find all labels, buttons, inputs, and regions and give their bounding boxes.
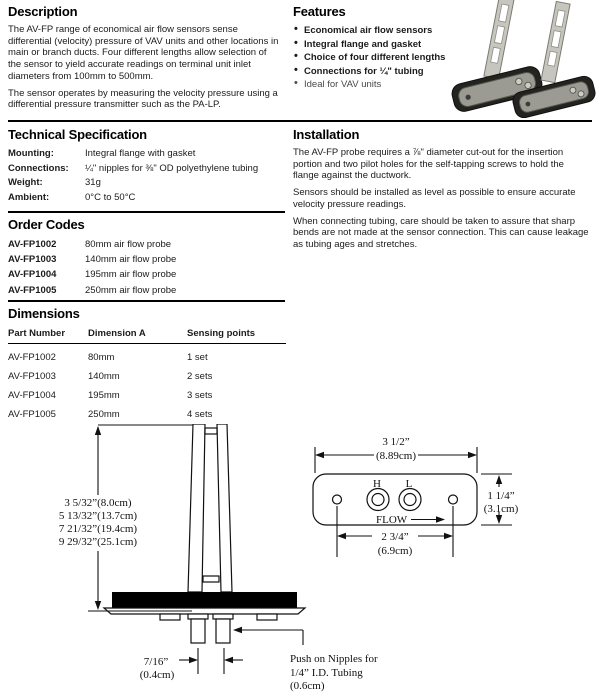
- order-code: AV-FP1005: [8, 284, 57, 296]
- probe-photo-right: [511, 1, 597, 118]
- spec-label: Mounting:: [8, 148, 54, 159]
- description-paragraph-1: The AV-FP range of economical air flow sensors sense differential (velocity) pressure of VAV units and other locations in main or branch ducts. Four different lengths allow selection of the sensor to yield accurate readings on terminal unit inlet diameters from 100mm to 500mm.: [8, 24, 279, 82]
- cell-sensing-points: 3 sets: [187, 390, 213, 401]
- divider: [8, 120, 592, 122]
- dimension-drawings: [0, 424, 600, 694]
- features-heading: Features: [293, 4, 346, 19]
- height-dim-cm: (3.1cm): [483, 503, 519, 515]
- installation-section: [293, 127, 592, 256]
- description-section: [8, 4, 282, 116]
- spec-value: Integral flange with gasket: [85, 148, 196, 159]
- order-code: AV-FP1004: [8, 269, 57, 281]
- cell-dimension-a: 80mm: [88, 352, 115, 363]
- feature-item: • Choice of four different lengths: [293, 51, 453, 65]
- length-label: 7 21/32”(19.4cm): [58, 523, 138, 535]
- length-label: 3 5/32”(8.0cm): [64, 497, 132, 509]
- column-header: Dimension A: [88, 328, 146, 339]
- column-header: Sensing points: [187, 328, 256, 339]
- order-desc: 250mm air flow probe: [85, 284, 177, 296]
- table-row: [8, 348, 286, 367]
- nipple-note-line: Push on Nipples for: [290, 653, 378, 665]
- port-l-label: L: [405, 478, 413, 490]
- order-codes-section: [8, 217, 285, 298]
- nipple-dim-inches: 7/16”: [143, 656, 169, 668]
- order-desc: 80mm air flow probe: [85, 239, 172, 250]
- table-row: [8, 405, 286, 424]
- cell-sensing-points: 2 sets: [187, 371, 213, 382]
- dimensions-section: [8, 306, 288, 424]
- holes-dim-cm: (6.9cm): [377, 545, 413, 557]
- spec-label: Ambient:: [8, 191, 50, 203]
- port-h-label: H: [373, 478, 381, 490]
- order-code: AV-FP1002: [8, 239, 57, 250]
- top-view-drawing: [313, 436, 519, 557]
- spec-label: Connections:: [8, 162, 69, 174]
- order-desc: 140mm air flow probe: [85, 254, 177, 266]
- feature-item: • Economical air flow sensors: [293, 24, 453, 38]
- spec-value: ¼" nipples for ⅜" OD polyethylene tubing: [85, 162, 259, 174]
- nipple-note-line: (0.6cm): [290, 680, 325, 692]
- width-dim-cm: (8.89cm): [375, 450, 417, 462]
- height-dim-inches: 1 1/4”: [487, 490, 515, 502]
- description-paragraph-2: The sensor operates by measuring the velocity pressure using a differential pressure transmitter such as the PA-LP.: [8, 87, 278, 111]
- installation-paragraph-2: Sensors should be installed as level as possible to ensure accurate velocity pressure readings.: [293, 187, 576, 210]
- cell-sensing-points: 4 sets: [187, 409, 213, 420]
- feature-item: • Ideal for VAV units: [293, 78, 453, 92]
- installation-paragraph-1: The AV-FP probe requires a ⅞" diameter cut-out for the insertion portion and two pilot holes for the self-tapping screws to hold the flange against the ductwork.: [293, 147, 564, 182]
- cell-part-number: AV-FP1002: [8, 352, 56, 363]
- dimensions-table: [8, 328, 286, 424]
- product-photo: [435, 0, 600, 118]
- installation-paragraph-3: When connecting tubing, care should be taken to assure that sharp bends are not made at the sensor connection. This can cause leakage as tubing ages and stretches.: [293, 215, 589, 250]
- nipple-note-line: 1/4” I.D. Tubing: [290, 667, 363, 679]
- cell-part-number: AV-FP1005: [8, 409, 56, 420]
- feature-item: • Integral flange and gasket: [293, 38, 453, 52]
- spec-value: 0°C to 50°C: [85, 191, 136, 203]
- description-heading: Description: [8, 4, 78, 19]
- order-codes-heading: Order Codes: [8, 217, 85, 232]
- table-row: [8, 386, 286, 405]
- side-view-drawing: [59, 424, 378, 692]
- nipple-dim-cm: (0.4cm): [139, 669, 175, 681]
- cell-dimension-a: 140mm: [88, 371, 120, 382]
- installation-heading: Installation: [293, 127, 360, 142]
- feature-item: • Connections for ¼" tubing: [293, 65, 453, 79]
- table-row: [8, 367, 286, 386]
- table-body: [8, 344, 286, 424]
- technical-specification-section: [8, 127, 285, 205]
- order-code: AV-FP1003: [8, 254, 57, 266]
- holes-dim-inches: 2 3/4”: [381, 531, 409, 543]
- order-codes-table: [8, 237, 285, 298]
- cell-part-number: AV-FP1003: [8, 371, 56, 382]
- dimensions-heading: Dimensions: [8, 306, 80, 321]
- divider: [8, 300, 285, 302]
- spec-table: [8, 147, 285, 205]
- width-dim-inches: 3 1/2”: [382, 436, 410, 448]
- length-label: 9 29/32”(25.1cm): [58, 536, 138, 548]
- spec-value: 31g: [85, 177, 101, 189]
- divider: [8, 211, 285, 213]
- flow-label: FLOW: [376, 514, 408, 526]
- cell-part-number: AV-FP1004: [8, 390, 56, 401]
- technical-specification-heading: Technical Specification: [8, 127, 147, 142]
- order-desc: 195mm air flow probe: [85, 269, 177, 281]
- features-list: [293, 24, 453, 92]
- spec-label: Weight:: [8, 177, 43, 189]
- length-label: 5 13/32”(13.7cm): [58, 510, 138, 522]
- table-header-row: [8, 328, 286, 344]
- cell-sensing-points: 1 set: [187, 352, 208, 363]
- cell-dimension-a: 195mm: [88, 390, 120, 401]
- column-header: Part Number: [8, 328, 66, 339]
- features-section: [293, 4, 453, 92]
- cell-dimension-a: 250mm: [88, 409, 120, 420]
